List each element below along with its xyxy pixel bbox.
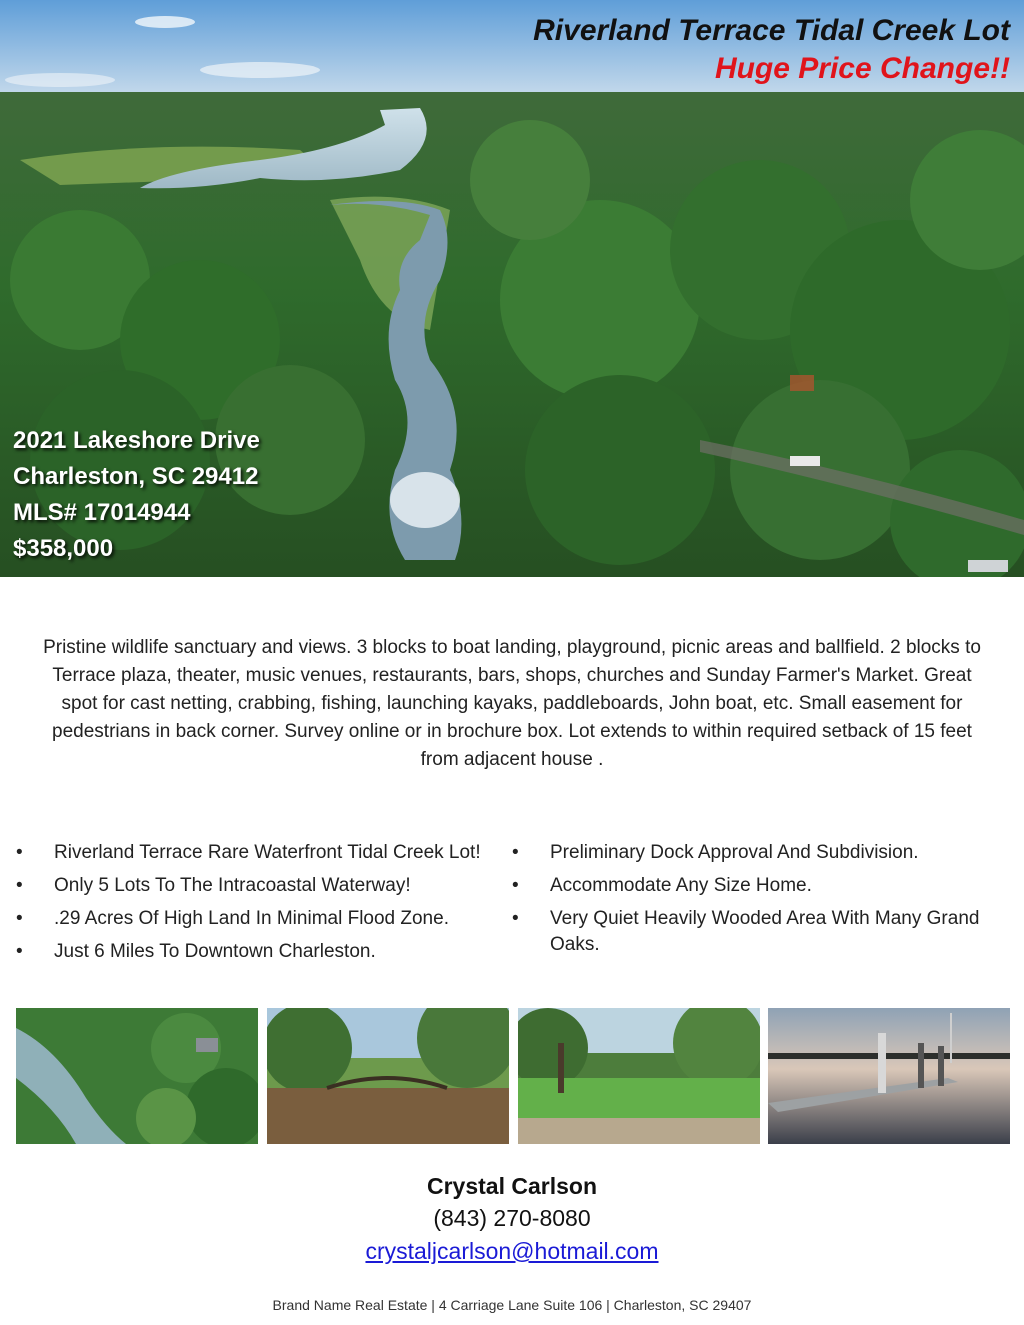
bullet-icon: • — [16, 875, 23, 896]
feature-text: Very Quiet Heavily Wooded Area With Many Grand Oaks. — [550, 908, 980, 955]
price-change-banner: Huge Price Change!! — [714, 52, 1010, 85]
listing-price: $358,000 — [13, 535, 114, 562]
bullet-icon: • — [16, 941, 23, 962]
list-item — [512, 840, 1002, 866]
agent-name: Crystal Carlson — [426, 1173, 597, 1199]
gallery-photo-aerial[interactable] — [16, 1008, 258, 1144]
photo-gallery — [16, 1008, 1010, 1144]
mls-number: MLS# 17014944 — [13, 499, 191, 526]
property-description: Pristine wildlife sanctuary and views. 3 blocks to boat landing, playground, picnic areas and ballfield. 2 blocks to Terrace plaza, theater, music venues, restaurants, bars, shops, churches and Sunday Farmer's Market. Great spot for cast netting, crabbing, fishing, launching kayaks, paddleboards, John boat, etc. Small easement for pedestrians in back corner. Survey online or in brochure box. Lot extends to within required setback of 15 feet from adjacent house . — [43, 637, 981, 770]
gallery-photo-lot[interactable] — [267, 1008, 509, 1144]
list-item — [16, 873, 506, 899]
address-street: 2021 Lakeshore Drive — [13, 427, 260, 454]
bullet-icon: • — [512, 875, 519, 896]
feature-text: Preliminary Dock Approval And Subdivision. — [550, 842, 919, 863]
feature-text: Accommodate Any Size Home. — [550, 875, 812, 896]
brokerage-footer: Brand Name Real Estate | 4 Carriage Lane Suite 106 | Charleston, SC 29407 — [272, 1297, 752, 1313]
bullet-icon: • — [16, 842, 23, 863]
features-list-right — [512, 840, 1002, 965]
bullet-icon: • — [512, 842, 519, 863]
agent-email-link[interactable]: crystaljcarlson@hotmail.com — [365, 1238, 659, 1264]
agent-contact — [0, 1170, 1024, 1268]
address-city: Charleston, SC 29412 — [13, 463, 259, 490]
listing-summary — [13, 423, 260, 567]
list-item — [16, 939, 506, 965]
gallery-photo-yard[interactable] — [518, 1008, 760, 1144]
list-item — [512, 906, 1002, 958]
feature-text: Riverland Terrace Rare Waterfront Tidal Creek Lot! — [54, 842, 481, 863]
gallery-photo-dock[interactable] — [768, 1008, 1010, 1144]
feature-text: Just 6 Miles To Downtown Charleston. — [54, 941, 376, 962]
listing-title: Riverland Terrace Tidal Creek Lot — [533, 14, 1010, 47]
list-item — [16, 906, 506, 932]
bullet-icon: • — [16, 908, 23, 929]
listing-headline — [533, 12, 1010, 88]
list-item — [512, 873, 1002, 899]
list-item — [16, 840, 506, 866]
hero-section — [0, 0, 1024, 577]
bullet-icon: • — [512, 908, 519, 929]
agent-phone[interactable]: (843) 270-8080 — [433, 1205, 591, 1231]
feature-text: .29 Acres Of High Land In Minimal Flood Zone. — [54, 908, 449, 929]
feature-text: Only 5 Lots To The Intracoastal Waterway! — [54, 875, 411, 896]
features-list-left — [16, 840, 506, 972]
